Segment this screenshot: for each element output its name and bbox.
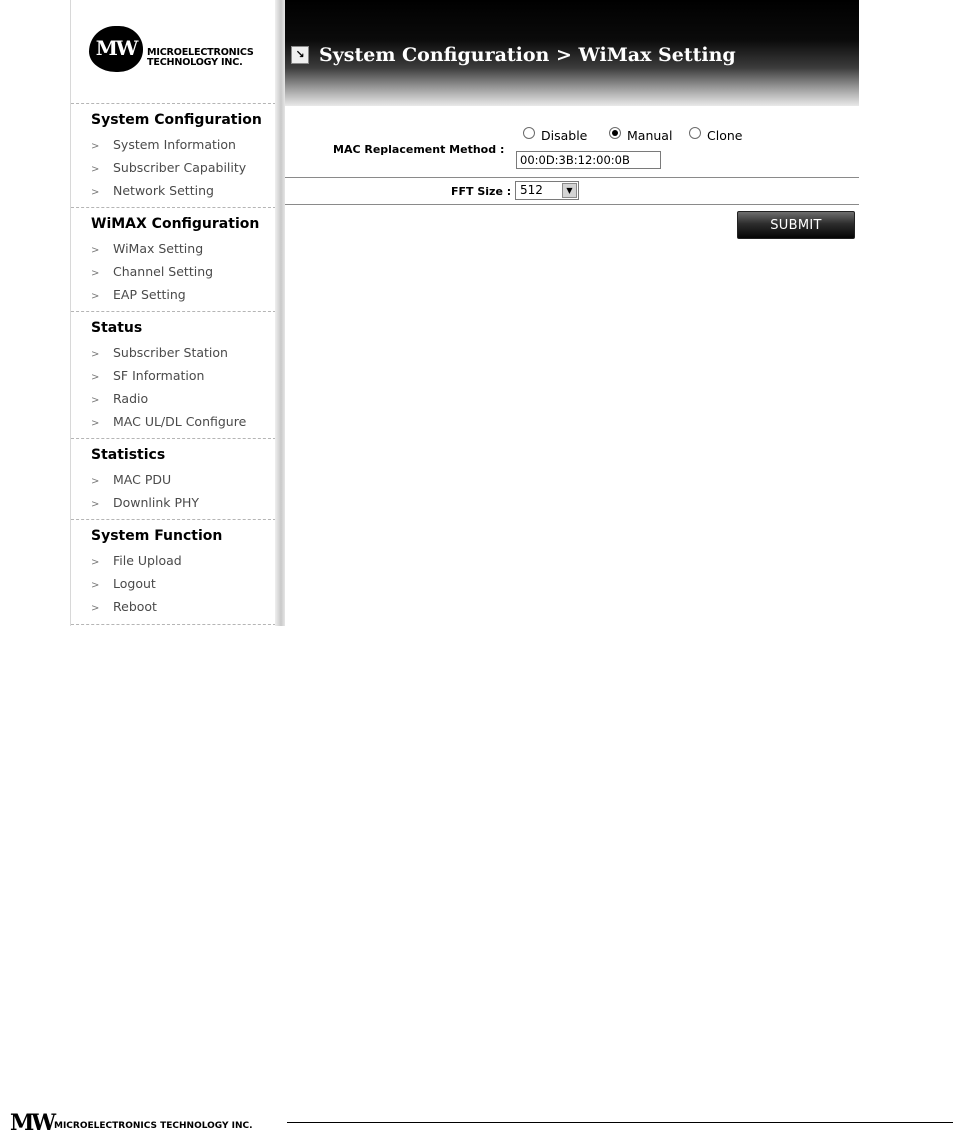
nav-item-reboot[interactable]: > Reboot	[91, 596, 157, 618]
radio-selected-icon	[609, 127, 621, 139]
chevron-right-icon: >	[91, 418, 100, 429]
nav-divider	[71, 624, 276, 626]
nav-section-title: Status	[91, 320, 143, 336]
chevron-right-icon: >	[91, 395, 100, 406]
nav-item-network-setting[interactable]: > Network Setting	[91, 180, 214, 202]
company-logo	[89, 26, 259, 78]
nav-item-eap-setting[interactable]: > EAP Setting	[91, 284, 186, 306]
chevron-right-icon: >	[91, 141, 100, 152]
arrow-icon: ↘	[291, 46, 309, 64]
radio-icon	[689, 127, 701, 139]
mac-address-input[interactable]	[516, 151, 661, 169]
sidebar	[70, 0, 276, 626]
fft-size-select[interactable]: 512 ▼	[515, 181, 579, 200]
page-title: System Configuration > WiMax Setting	[319, 44, 736, 66]
chevron-right-icon: >	[91, 603, 100, 614]
nav-item-mac-ul-dl-configure[interactable]: > MAC UL/DL Configure	[91, 411, 246, 433]
nav-item-wimax-setting[interactable]: > WiMax Setting	[91, 238, 203, 260]
nav-item-downlink-phy[interactable]: > Downlink PHY	[91, 492, 199, 514]
logo-text: MICROELECTRONICS TECHNOLOGY INC.	[147, 47, 254, 68]
chevron-right-icon: >	[91, 499, 100, 510]
nav-item-sf-information[interactable]: > SF Information	[91, 365, 204, 387]
chevron-right-icon: >	[91, 349, 100, 360]
nav-section-wimax-configuration	[71, 207, 276, 302]
footer-logo	[10, 1110, 290, 1138]
nav-item-radio[interactable]: > Radio	[91, 388, 148, 410]
footer-logo-text: MICROELECTRONICS TECHNOLOGY INC.	[54, 1121, 253, 1131]
chevron-right-icon: >	[91, 580, 100, 591]
nav-section-status	[71, 311, 276, 429]
nav-section-title: System Function	[91, 528, 223, 544]
logo-mark-icon: MW	[89, 26, 143, 72]
radio-icon	[523, 127, 535, 139]
nav-item-mac-pdu[interactable]: > MAC PDU	[91, 469, 171, 491]
nav-section-statistics	[71, 438, 276, 510]
chevron-down-icon[interactable]: ▼	[562, 183, 577, 198]
footer-logo-mark: MW	[10, 1110, 54, 1136]
nav-item-subscriber-capability[interactable]: > Subscriber Capability	[91, 157, 246, 179]
submit-button[interactable]: SUBMIT	[737, 211, 855, 239]
chevron-right-icon: >	[91, 557, 100, 568]
chevron-right-icon: >	[91, 187, 100, 198]
fft-size-label: FFT Size :	[451, 185, 512, 198]
nav-item-file-upload[interactable]: > File Upload	[91, 550, 182, 572]
mac-radio-manual[interactable]: Manual	[609, 128, 672, 143]
chevron-right-icon: >	[91, 164, 100, 175]
nav-section-title: Statistics	[91, 447, 166, 463]
mac-radio-clone[interactable]: Clone	[689, 128, 742, 143]
divider	[285, 204, 859, 205]
nav-section-system-function	[71, 519, 276, 614]
mac-replacement-label: MAC Replacement Method :	[333, 143, 505, 156]
chevron-right-icon: >	[91, 476, 100, 487]
nav-section-title: System Configuration	[91, 112, 262, 128]
page-header	[285, 0, 859, 106]
chevron-right-icon: >	[91, 291, 100, 302]
chevron-right-icon: >	[91, 245, 100, 256]
mac-radio-disable[interactable]: Disable	[523, 128, 587, 143]
nav-item-logout[interactable]: > Logout	[91, 573, 156, 595]
divider	[285, 177, 859, 178]
nav-section-title: WiMAX Configuration	[91, 216, 260, 232]
footer-rule	[287, 1122, 953, 1123]
chevron-right-icon: >	[91, 372, 100, 383]
nav-item-channel-setting[interactable]: > Channel Setting	[91, 261, 213, 283]
nav-section-system-configuration	[71, 103, 276, 198]
nav-item-system-information[interactable]: > System Information	[91, 134, 236, 156]
nav-item-subscriber-station[interactable]: > Subscriber Station	[91, 342, 228, 364]
chevron-right-icon: >	[91, 268, 100, 279]
sidebar-divider	[275, 0, 285, 626]
